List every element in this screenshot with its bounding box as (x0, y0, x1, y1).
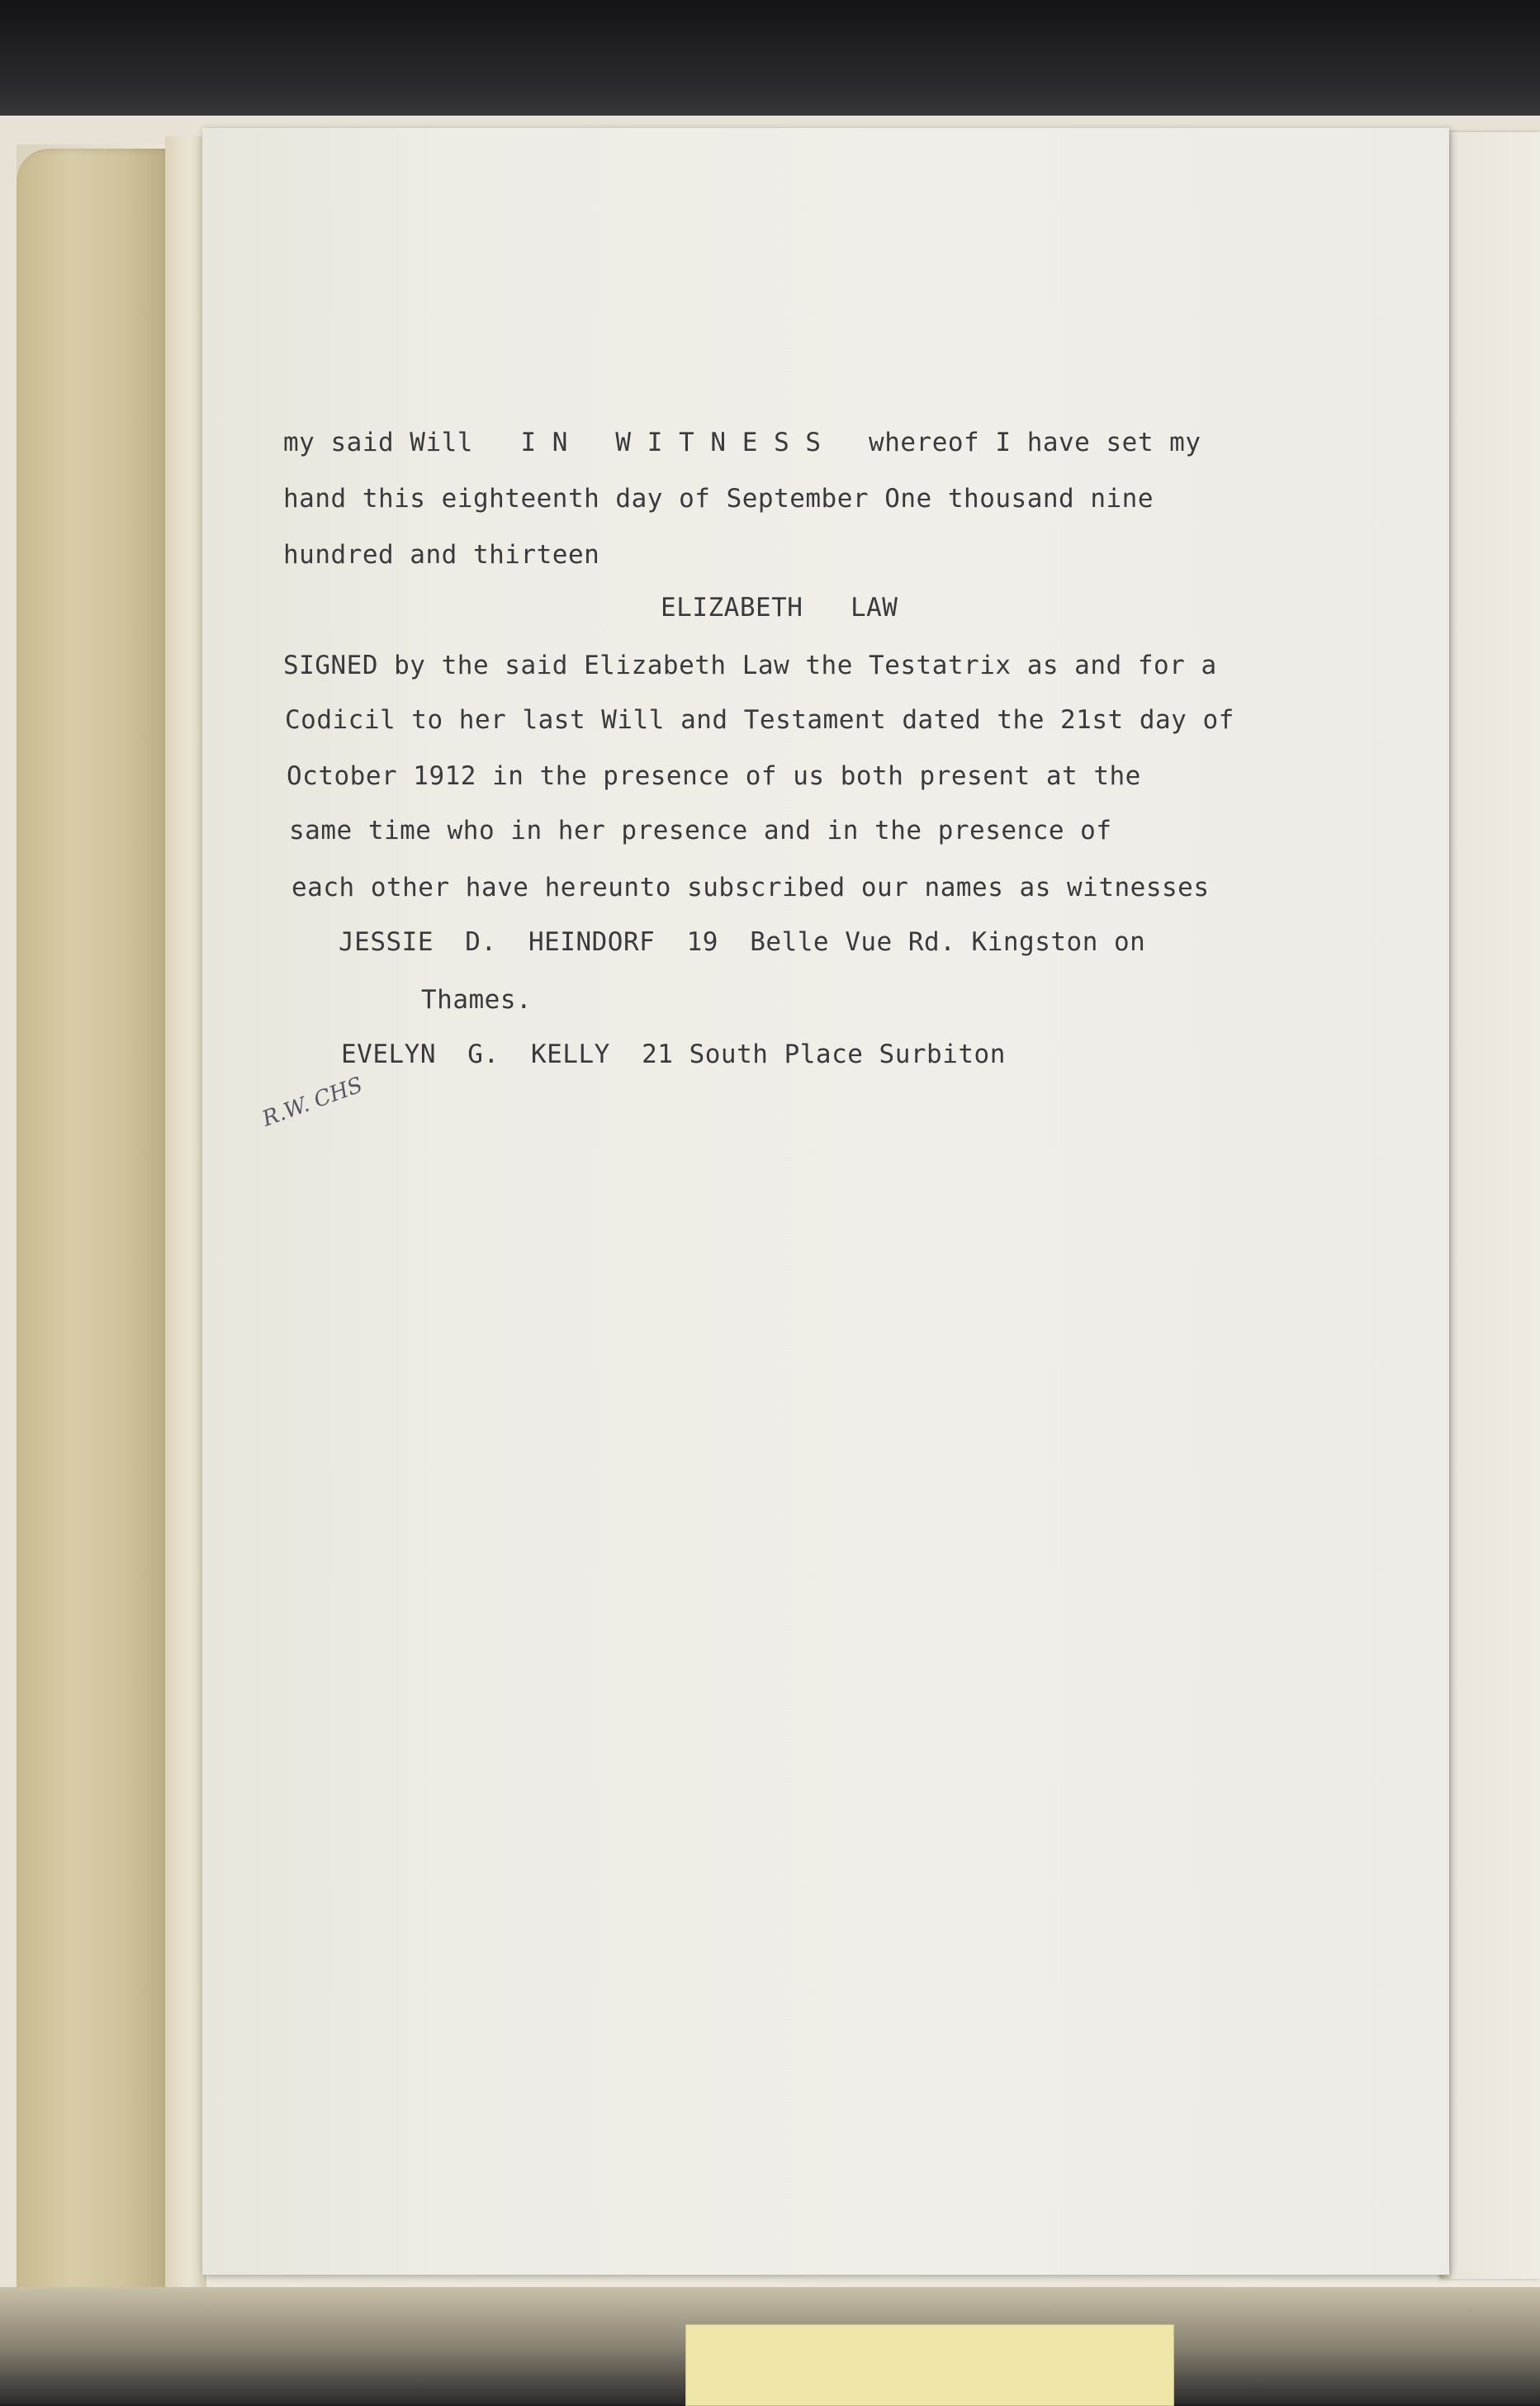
handwritten-margin-note: R.W. CHS (258, 1073, 367, 1132)
witness-1-continued: Thames. (421, 985, 533, 1015)
right-page-stack (1441, 132, 1540, 2279)
left-page-edges (17, 149, 173, 2295)
book-binding (0, 0, 1540, 124)
paper-tab (685, 2324, 1174, 2406)
text-line-6: Codicil to her last Will and Testament dated the 21st day of (285, 705, 1234, 735)
text-line-1: my said Will I N W I T N E S S whereof I have set my (283, 428, 1201, 457)
text-line-3: hundred and thirteen (283, 540, 600, 570)
text-line-8: same time who in her presence and in the presence of (289, 816, 1112, 845)
text-line-7: October 1912 in the presence of us both present at the (287, 761, 1141, 791)
text-line-5: SIGNED by the said Elizabeth Law the Testatrix as and for a (283, 651, 1217, 680)
text-line-9: each other have hereunto subscribed our names as witnesses (291, 873, 1210, 902)
signature-name: ELIZABETH LAW (661, 593, 898, 623)
page-fold (165, 136, 206, 2299)
text-line-2: hand this eighteenth day of September One thousand nine (283, 484, 1154, 514)
witness-1: JESSIE D. HEINDORF 19 Belle Vue Rd. Kingston on (339, 927, 1146, 957)
witness-2: EVELYN G. KELLY 21 South Place Surbiton (341, 1040, 1006, 1069)
